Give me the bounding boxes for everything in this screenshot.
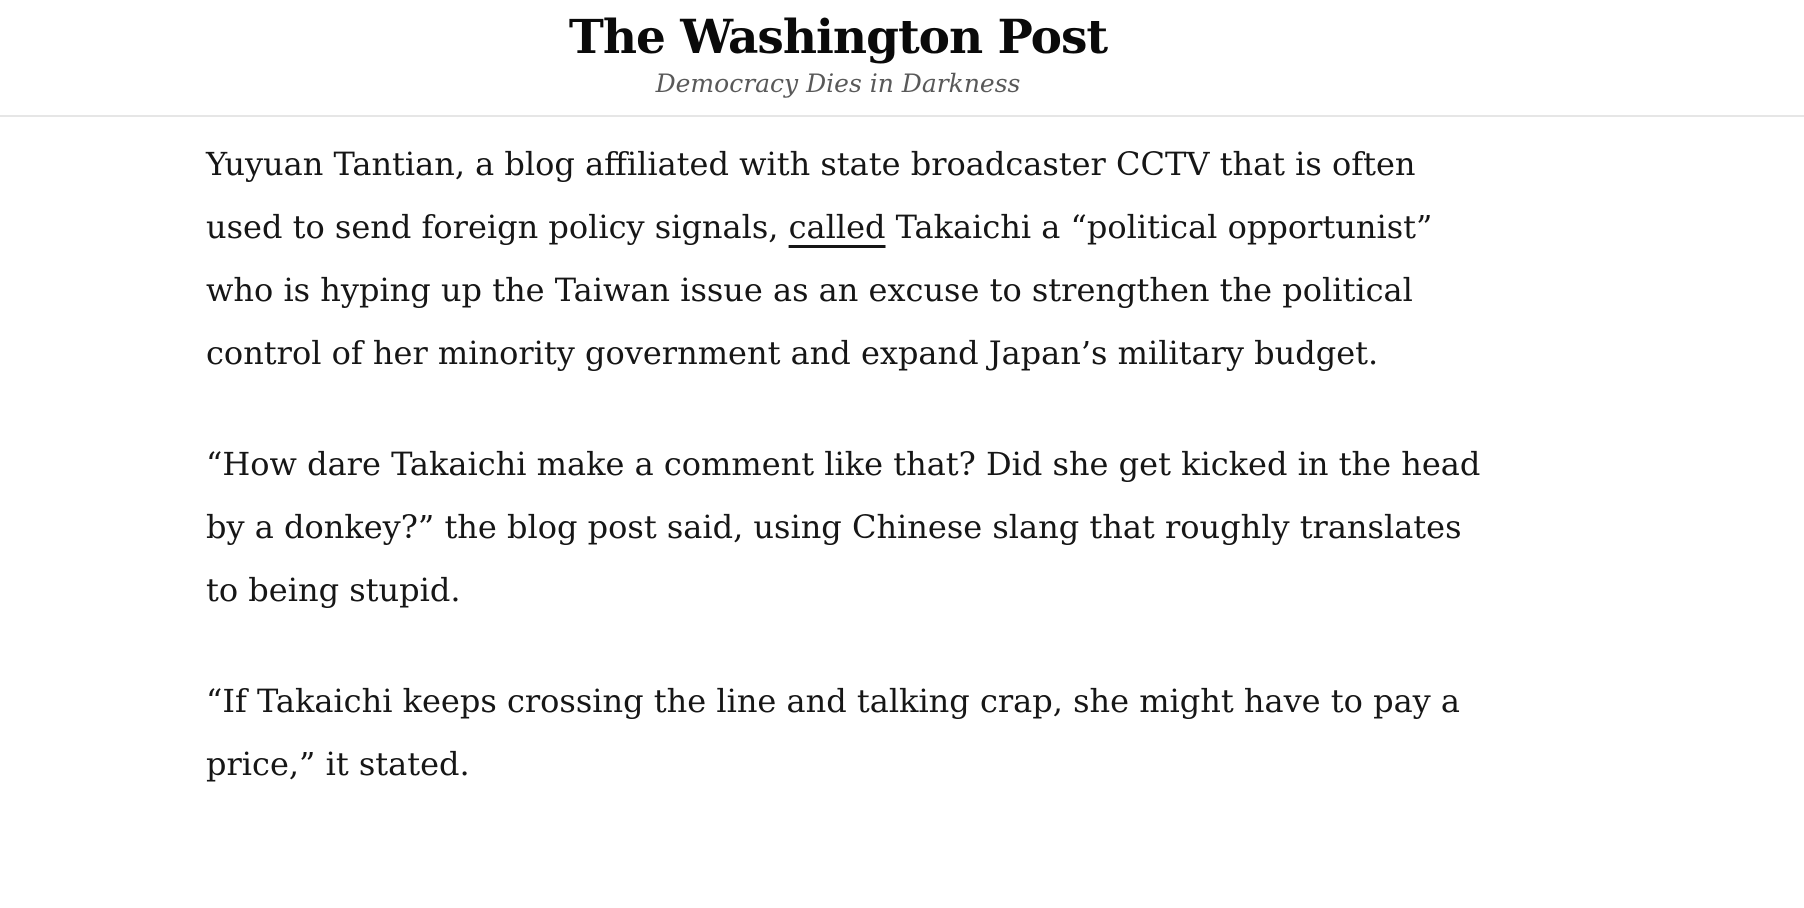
article-paragraph: “How dare Takaichi make a comment like that? Did she get kicked in the head by a donkey?” the blog post said, using Chinese slang that roughly translates to being stupid. [206,445,1481,609]
paragraph-text: Takaichi a “political opportunist” who is hyping up the Taiwan issue as an excuse to strengthen the political control of her minority government and expand Japan’s military budget. [206,208,1433,372]
masthead-tagline: Democracy Dies in Darkness [655,69,1021,98]
article-paragraph: “If Takaichi keeps crossing the line and talking crap, she might have to pay a price,” it stated. [206,682,1460,783]
paragraph-text: Yuyuan Tantian, a blog affiliated with state broadcaster CCTV that is often used to send foreign policy signals, [206,145,1416,246]
header-divider [0,115,1804,117]
article-paragraph [206,133,1496,385]
washington-post-logo[interactable]: The Washington Post [568,10,1108,65]
article-body [206,133,1496,796]
called-link[interactable]: called [788,208,886,246]
masthead [206,0,1470,99]
